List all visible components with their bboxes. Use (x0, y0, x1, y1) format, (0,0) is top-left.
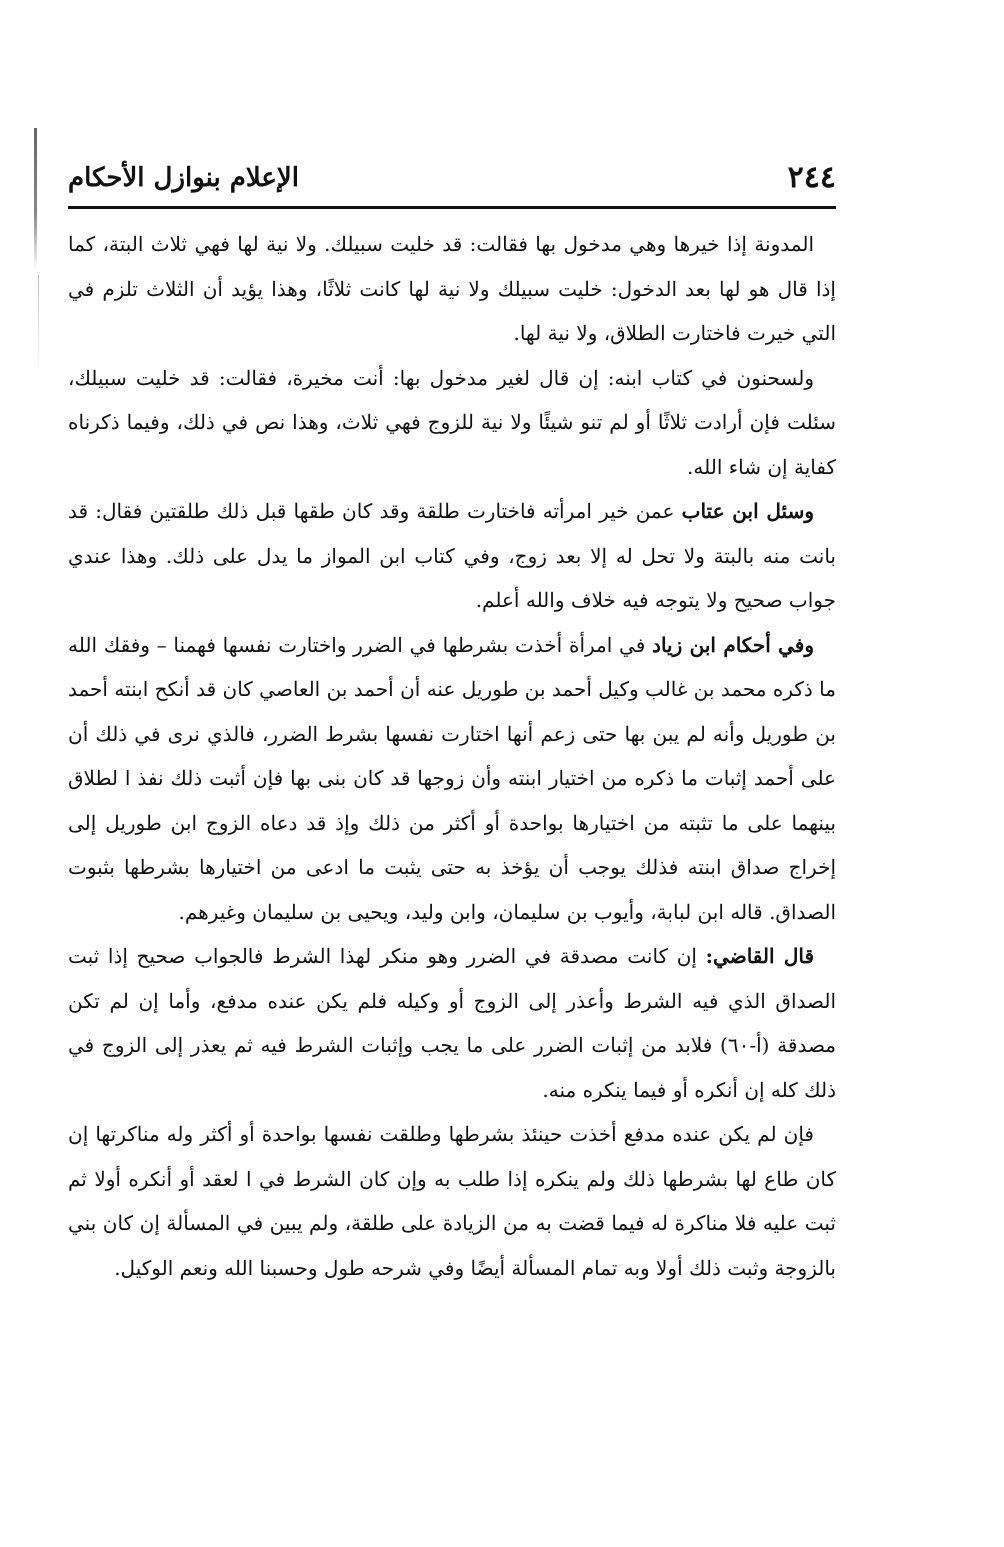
paragraph-text: عمن خير امرأته فاختارت طلقة وقد كان طقها قبل ذلك طلقتين فقال: قد بانت منه بالبتة ولا تحل له إلا بعد زوج، وفي كتاب ابن المواز ما يدل على ذلك. وهذا عندي جواب صحيح ولا يتوجه فيه خلاف والله أعلم. (68, 499, 836, 612)
paragraph (68, 356, 836, 490)
paragraph-text: ولسحنون في كتاب ابنه: إن قال لغير مدخول بها: أنت مخيرة، فقالت: قد خليت سبيلك، سئلت فإن أرادت ثلاثًا أو لم تنو شيئًا ولا نية للزوج فهي ثلاث، وهذا نص في ذلك، وفيما ذكرناه كفاية إن شاء الله. (68, 365, 836, 479)
margin-scan-mark (34, 128, 37, 270)
running-title: الإعلام بنوازل الأحكام (68, 163, 299, 193)
paragraph (68, 934, 836, 1112)
page-header (68, 152, 836, 202)
paragraph-lead: وسئل ابن عتاب (681, 499, 815, 523)
page-body (68, 222, 836, 1290)
margin-scan-mark (38, 275, 39, 375)
paragraph-text: فإن لم يكن عنده مدفع أخذت حينئذ بشرطها وطلقت نفسها بواحدة أو أكثر وله مناكرتها إن كان طاع لها بشرطها ذلك ولم ينكره إذا طلب به وإن كان الشرط في ا لعقد أو أنكره أولا ثم ثبت عليه فلا مناكرة له فيما قضت به من الزيادة على طلقة، ولم يبين في المسألة إن كان بني بالزوجة وثبت ذلك أولا وبه تمام المسألة أيضًا وفي شرحه طول وحسبنا الله ونعم الوكيل. (68, 1122, 837, 1280)
paragraph-text: إن كانت مصدقة في الضرر وهو منكر لهذا الشرط فالجواب صحيح إذا ثبت الصداق الذي فيه الشرط وأعذر إلى الزوج أو وكيله فلم يكن عنده مدفع، وأما إن لم تكن مصدقة (أ-٦٠) فلابد من إثبات الضرر على ما يجب وإثبات الشرط فيه ثم يعذر إلى الزوج في ذلك كله إن أنكره أو فيما ينكره منه. (68, 944, 836, 1102)
paragraph (68, 1112, 836, 1290)
paragraph-lead: قال القاضي: (705, 944, 815, 968)
header-rule (68, 206, 836, 209)
paragraph (68, 623, 836, 935)
paragraph-lead: وفي أحكام ابن زياد (652, 632, 815, 657)
paragraph-text: في امرأة أخذت بشرطها في الضرر واختارت نفسها فهمنا – وفقك الله ما ذكره محمد بن غالب وكيل أحمد بن طوريل عنه أن أحمد بن العاصي كان قد أنكح ابنته أحمد بن طوريل وأنه لم يبن بها حتى زعم أنها اختارت نفسها بشرط الضرر، فالذي نرى في ذلك أن على أحمد إثبات ما ذكره من اختيار ابنته وأن زوجها قد كان بنى بها فإن أثبت ذلك نفذ ا لطلاق بينهما على ما تثبته من اختيارها بواحدة أو أكثر من ذلك وإذ قد دعاه الزوج ابن طوريل إلى إخراج صداق ابنته فذلك يوجب أن يؤخذ به حتى يثبت ما ادعى من اختيارها بشرطها بثبوت الصداق. قاله ابن لبابة، وأيوب بن سليمان، وابن وليد، ويحيى بن سليمان وغيرهم. (68, 632, 836, 924)
paragraph-text: المدونة إذا خيرها وهي مدخول بها فقالت: قد خليت سبيلك. ولا نية لها فهي ثلاث البتة، كما إذا قال هو لها بعد الدخول: خليت سبيلك ولا نية لها كانت ثلاثًا، وهذا يؤيد أن الثلاث تلزم في التي خيرت فاختارت الطلاق، ولا نية لها. (68, 232, 836, 345)
paragraph (68, 222, 836, 356)
page-number: ٢٤٤ (787, 160, 836, 195)
paragraph (68, 489, 836, 623)
